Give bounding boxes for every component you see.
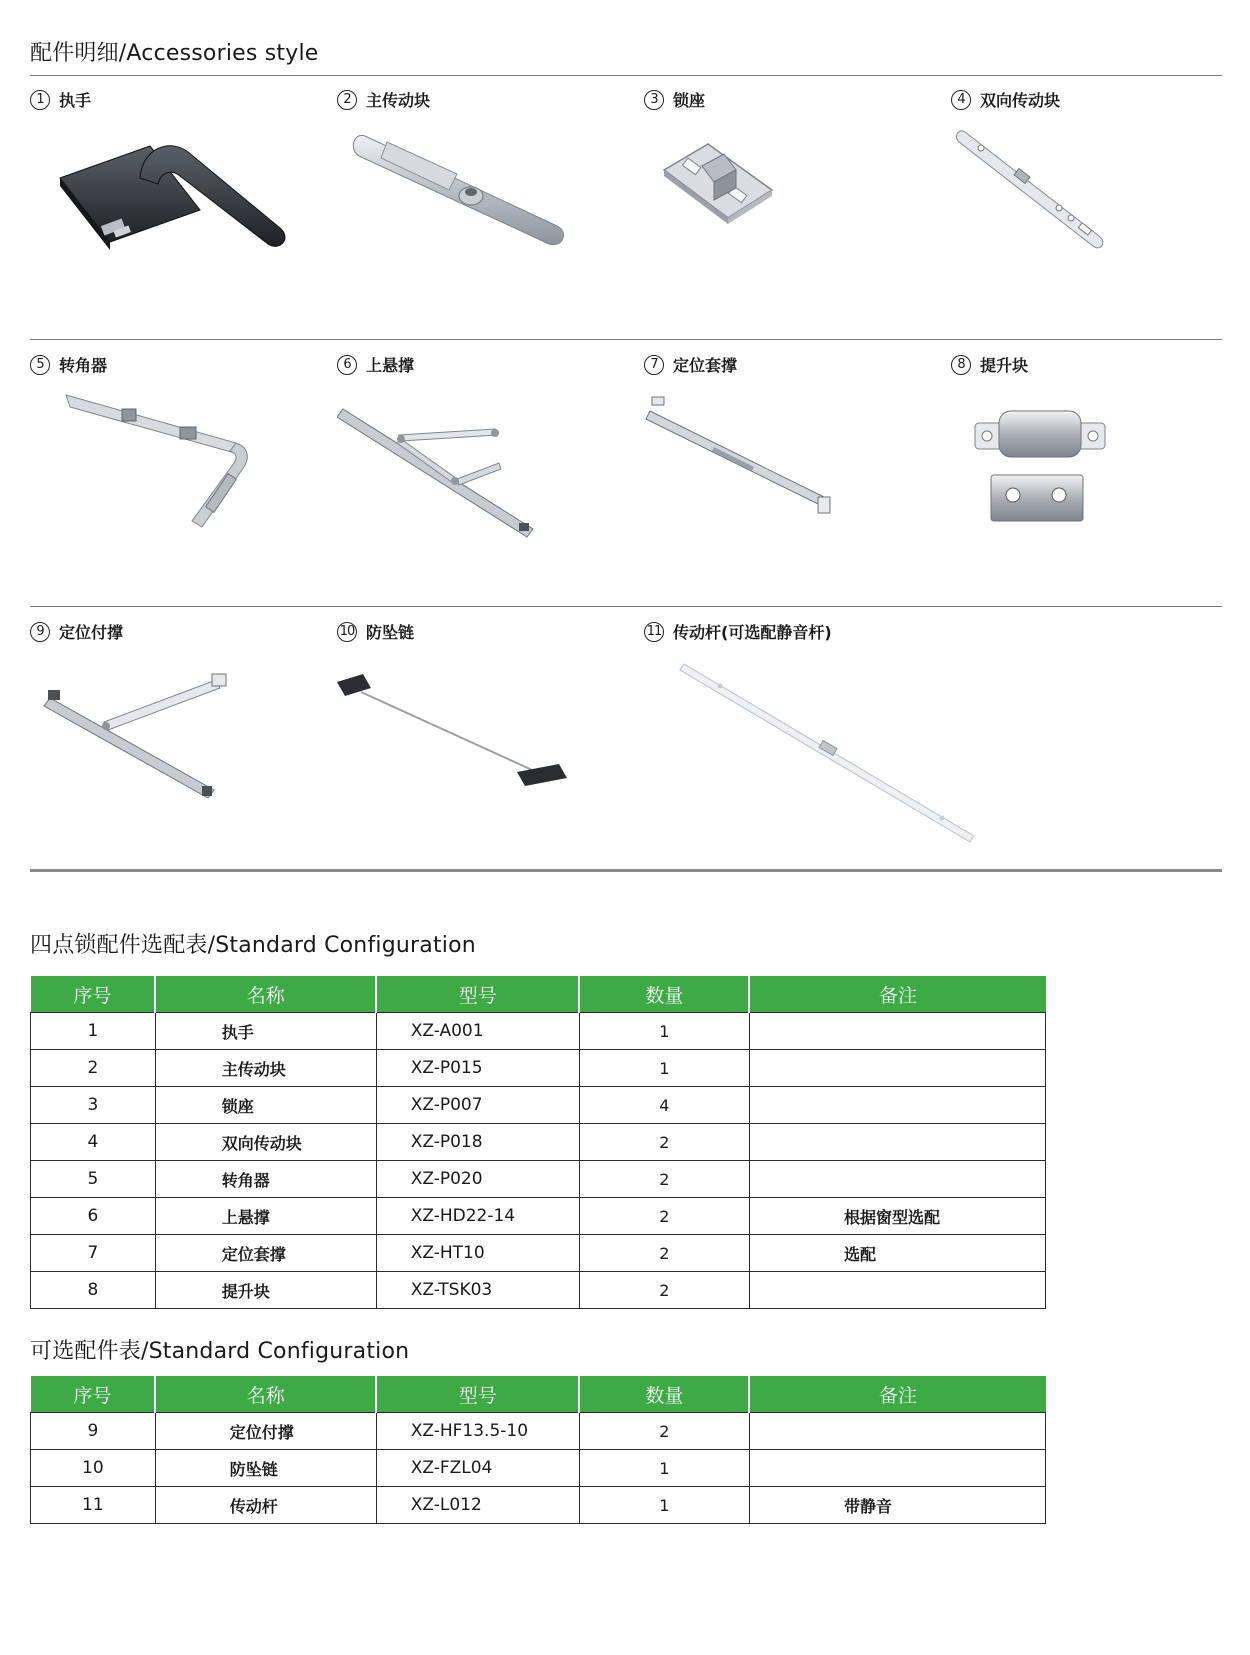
accessory-item-11 — [644, 620, 1044, 880]
cell-number: 10 — [31, 1450, 156, 1487]
cell-model: XZ-L012 — [376, 1487, 579, 1524]
cell-name: 转角器 — [155, 1161, 376, 1198]
accessory-label: 执手 — [59, 91, 92, 110]
item-number-badge: 6 — [337, 355, 357, 375]
cell-quantity: 2 — [579, 1198, 749, 1235]
cell-remark — [749, 1013, 1045, 1050]
header-cell: 数量 — [579, 1376, 749, 1413]
table-row — [31, 1413, 1046, 1450]
accessory-label: 主传动块 — [366, 91, 431, 110]
cell-quantity: 2 — [579, 1272, 749, 1309]
standard-table-title: 四点锁配件选配表/Standard Configuration — [30, 933, 476, 958]
cell-remark — [749, 1413, 1045, 1450]
accessory-item-2 — [337, 88, 637, 348]
accessory-label: 锁座 — [673, 91, 706, 110]
divider — [30, 75, 1222, 76]
cell-model: XZ-P015 — [376, 1050, 579, 1087]
cell-quantity: 2 — [579, 1124, 749, 1161]
cell-quantity: 2 — [579, 1161, 749, 1198]
accessory-item-6 — [337, 353, 637, 613]
cell-number: 7 — [31, 1235, 156, 1272]
cell-number: 11 — [31, 1487, 156, 1524]
cell-remark — [749, 1450, 1045, 1487]
accessory-label: 传动杆(可选配静音杆) — [673, 623, 832, 642]
cell-remark: 选配 — [749, 1235, 1045, 1272]
header-cell: 型号 — [376, 976, 579, 1013]
accessory-label: 提升块 — [980, 356, 1029, 375]
divider — [30, 606, 1222, 607]
cell-quantity: 1 — [579, 1450, 749, 1487]
item-number-badge: 5 — [30, 355, 50, 375]
accessory-item-3 — [644, 88, 944, 348]
accessory-label: 定位套撑 — [673, 356, 738, 375]
accessory-item-7 — [644, 353, 944, 613]
accessory-item-8 — [951, 353, 1250, 613]
accessory-item-1 — [30, 88, 330, 348]
standard-config-table — [30, 976, 1046, 1309]
table-row — [31, 1124, 1046, 1161]
accessory-item-4 — [951, 88, 1250, 348]
cell-remark — [749, 1272, 1045, 1309]
cell-remark — [749, 1050, 1045, 1087]
table-row — [31, 1050, 1046, 1087]
cell-quantity: 1 — [579, 1050, 749, 1087]
header-cell: 名称 — [155, 976, 376, 1013]
item-number-badge: 9 — [30, 622, 50, 642]
header-cell: 序号 — [31, 1376, 156, 1413]
table-row — [31, 1198, 1046, 1235]
item-number-badge: 8 — [951, 355, 971, 375]
divider — [30, 339, 1222, 340]
positioning-sleeve-stay-icon — [644, 383, 914, 553]
top-hung-stay-icon — [337, 383, 607, 553]
cell-number: 1 — [31, 1013, 156, 1050]
cell-model: XZ-P007 — [376, 1087, 579, 1124]
cell-quantity: 1 — [579, 1013, 749, 1050]
cell-name: 锁座 — [155, 1087, 376, 1124]
header-cell: 备注 — [749, 1376, 1045, 1413]
header-cell: 序号 — [31, 976, 156, 1013]
table-row — [31, 1450, 1046, 1487]
table-header-row — [31, 1376, 1046, 1413]
cell-remark — [749, 1087, 1045, 1124]
cell-number: 4 — [31, 1124, 156, 1161]
cell-model: XZ-HF13.5-10 — [376, 1413, 579, 1450]
cell-model: XZ-P020 — [376, 1161, 579, 1198]
cell-number: 5 — [31, 1161, 156, 1198]
cell-number: 6 — [31, 1198, 156, 1235]
cell-remark — [749, 1124, 1045, 1161]
cell-name: 定位付撑 — [155, 1413, 376, 1450]
corner-drive-icon — [30, 383, 300, 553]
cell-model: XZ-FZL04 — [376, 1450, 579, 1487]
accessories-title: 配件明细/Accessories style — [30, 41, 319, 66]
table-row — [31, 1087, 1046, 1124]
table-row — [31, 1161, 1046, 1198]
accessory-label: 转角器 — [59, 356, 108, 375]
accessory-item-5 — [30, 353, 330, 613]
cell-name: 上悬撑 — [155, 1198, 376, 1235]
cell-number: 9 — [31, 1413, 156, 1450]
cell-remark — [749, 1161, 1045, 1198]
header-cell: 名称 — [155, 1376, 376, 1413]
optional-config-table — [30, 1376, 1046, 1524]
cell-number: 8 — [31, 1272, 156, 1309]
section-divider — [30, 869, 1222, 872]
lifting-block-icon — [951, 383, 1221, 553]
accessory-item-10 — [337, 620, 637, 880]
cell-name: 提升块 — [155, 1272, 376, 1309]
header-cell: 备注 — [749, 976, 1045, 1013]
item-number-badge: 3 — [644, 90, 664, 110]
cell-quantity: 1 — [579, 1487, 749, 1524]
item-number-badge: 4 — [951, 90, 971, 110]
item-number-badge: 7 — [644, 355, 664, 375]
cell-name: 双向传动块 — [155, 1124, 376, 1161]
cell-number: 2 — [31, 1050, 156, 1087]
cell-quantity: 2 — [579, 1413, 749, 1450]
window-handle-icon — [30, 118, 300, 288]
header-cell: 型号 — [376, 1376, 579, 1413]
lock-seat-icon — [644, 118, 914, 288]
optional-table-title: 可选配件表/Standard Configuration — [30, 1339, 410, 1364]
item-number-badge: 10 — [337, 622, 357, 642]
cell-model: XZ-P018 — [376, 1124, 579, 1161]
header-cell: 数量 — [579, 976, 749, 1013]
accessory-label: 防坠链 — [366, 623, 415, 642]
cell-quantity: 2 — [579, 1235, 749, 1272]
cell-name: 主传动块 — [155, 1050, 376, 1087]
accessory-label: 上悬撑 — [366, 356, 415, 375]
cell-model: XZ-A001 — [376, 1013, 579, 1050]
cell-model: XZ-HT10 — [376, 1235, 579, 1272]
cell-remark: 带静音 — [749, 1487, 1045, 1524]
table-row — [31, 1013, 1046, 1050]
bidirectional-transmission-block-icon — [951, 118, 1221, 288]
cell-model: XZ-TSK03 — [376, 1272, 579, 1309]
accessory-label: 定位付撑 — [59, 623, 124, 642]
table-row — [31, 1272, 1046, 1309]
cell-name: 定位套撑 — [155, 1235, 376, 1272]
cell-number: 3 — [31, 1087, 156, 1124]
item-number-badge: 1 — [30, 90, 50, 110]
transmission-rod-icon — [644, 650, 1044, 860]
accessory-item-9 — [30, 620, 330, 880]
cell-name: 执手 — [155, 1013, 376, 1050]
item-number-badge: 11 — [644, 622, 664, 642]
positioning-auxiliary-stay-icon — [30, 650, 300, 820]
accessory-label: 双向传动块 — [980, 91, 1061, 110]
cell-name: 防坠链 — [155, 1450, 376, 1487]
cell-quantity: 4 — [579, 1087, 749, 1124]
cell-model: XZ-HD22-14 — [376, 1198, 579, 1235]
table-row — [31, 1487, 1046, 1524]
item-number-badge: 2 — [337, 90, 357, 110]
table-row — [31, 1235, 1046, 1272]
cell-name: 传动杆 — [155, 1487, 376, 1524]
main-transmission-block-icon — [337, 118, 607, 288]
cell-remark: 根据窗型选配 — [749, 1198, 1045, 1235]
anti-fall-chain-icon — [337, 650, 607, 820]
table-header-row — [31, 976, 1046, 1013]
